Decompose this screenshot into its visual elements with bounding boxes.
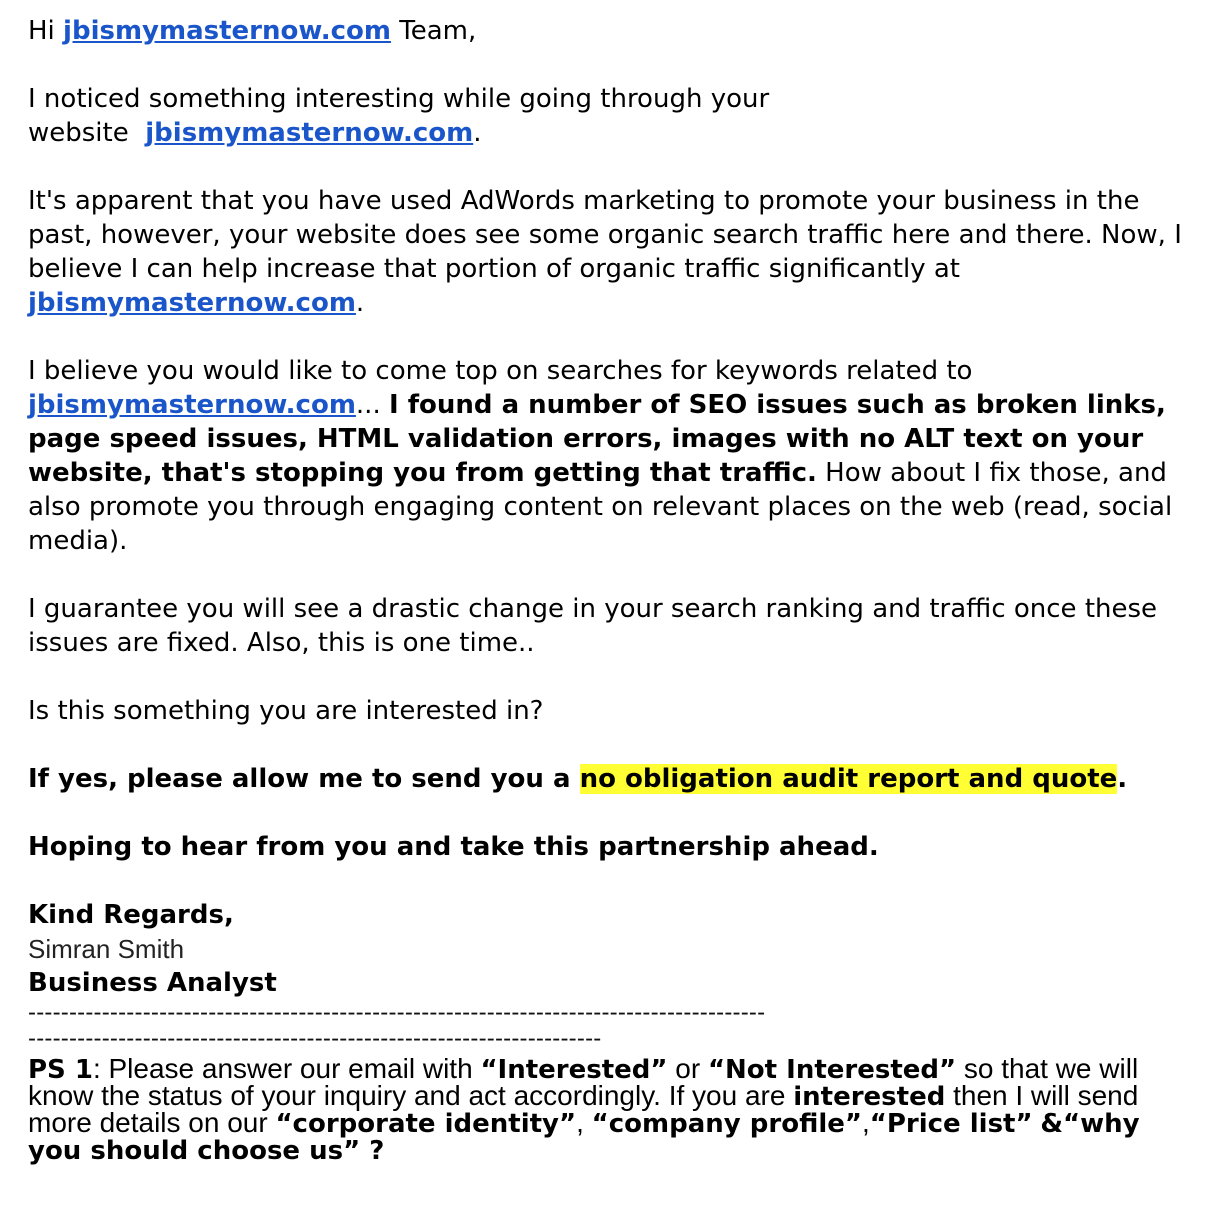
paragraph-hoping [28,830,1188,864]
ps-text: then I will send more details on our [28,1080,1139,1138]
punctuation: , [576,1107,584,1138]
punctuation: . [473,118,482,148]
paragraph-text: I noticed something interesting while going through your website [28,84,770,148]
signature-closing: Kind Regards, [28,900,234,930]
price-list: “Price list” [869,1109,1033,1139]
hoping-text: Hoping to hear from you and take this partnership ahead. [28,832,879,862]
highlighted-offer: no obligation audit report and quote [579,764,1118,794]
paragraph-text: How about I fix those, and also promote you through engaging content on relevant places on the web (read, social media). [28,458,1173,556]
paragraph-text: It's apparent that you have used AdWords marketing to promote your business in the past, however, your website does see some organic search traffic here and there. Now, I believe I can help increase that portion of organic traffic significantly at [28,186,1182,284]
company-profile: “company profile” [591,1109,862,1139]
interested-option: “Interested” [480,1055,668,1085]
punctuation: , [861,1107,870,1138]
paragraph-guarantee: I guarantee you will see a drastic change in your search ranking and traffic once these issues are fixed. Also, this is one time.. [28,594,1158,658]
greeting-prefix: Hi [28,16,55,46]
paragraph-offer [28,762,1188,796]
site-link[interactable]: jbismymasternow.com [28,390,356,420]
paragraph-text: I believe you would like to come top on searches for keywords related to [28,356,973,386]
site-link[interactable]: jbismymasternow.com [28,288,356,318]
signature-title: Business Analyst [28,968,277,998]
signature-name: Simran Smith [28,934,185,964]
signature [28,898,1188,1000]
ps-text: : Please answer our email with [92,1053,473,1084]
paragraph-adwords [28,184,1188,320]
ps-text: or [675,1053,701,1084]
punctuation: . [355,288,365,318]
site-link[interactable]: jbismymasternow.com [63,16,391,46]
ellipsis: ... [355,390,381,420]
greeting-suffix: Team, [399,16,477,46]
corporate-identity: “corporate identity” [275,1109,577,1139]
separator-line: ---------------------------------------------------------------------- [28,1026,602,1052]
separator-line: ------------------------------------------------------------------------------------------ [28,1000,766,1026]
seo-issues-bold-text: I found a number of SEO issues such as broken links, page speed issues, HTML validation errors, images with no ALT text on your website, that's stopping you from getting that traffic. [28,390,1166,488]
not-interested-option: “Not Interested” [707,1055,957,1085]
site-link[interactable]: jbismymasternow.com [145,118,474,148]
offer-text: If yes, please allow me to send you a [28,764,571,794]
why-choose-us: “why you should choose us” ? [28,1109,1140,1166]
punctuation: . [1117,764,1128,794]
ps-text: so that we will know the status of your inquiry and act accordingly. If you are [28,1053,1139,1111]
paragraph-noticed [28,82,848,150]
greeting [28,14,1188,48]
interested-word: interested [793,1082,946,1112]
ampersand: & [1040,1109,1064,1139]
ps-label: PS 1 [28,1055,93,1085]
ps-note [28,1053,1188,1166]
paragraph-question: Is this something you are interested in? [28,696,544,726]
paragraph-seo-issues [28,354,1188,558]
